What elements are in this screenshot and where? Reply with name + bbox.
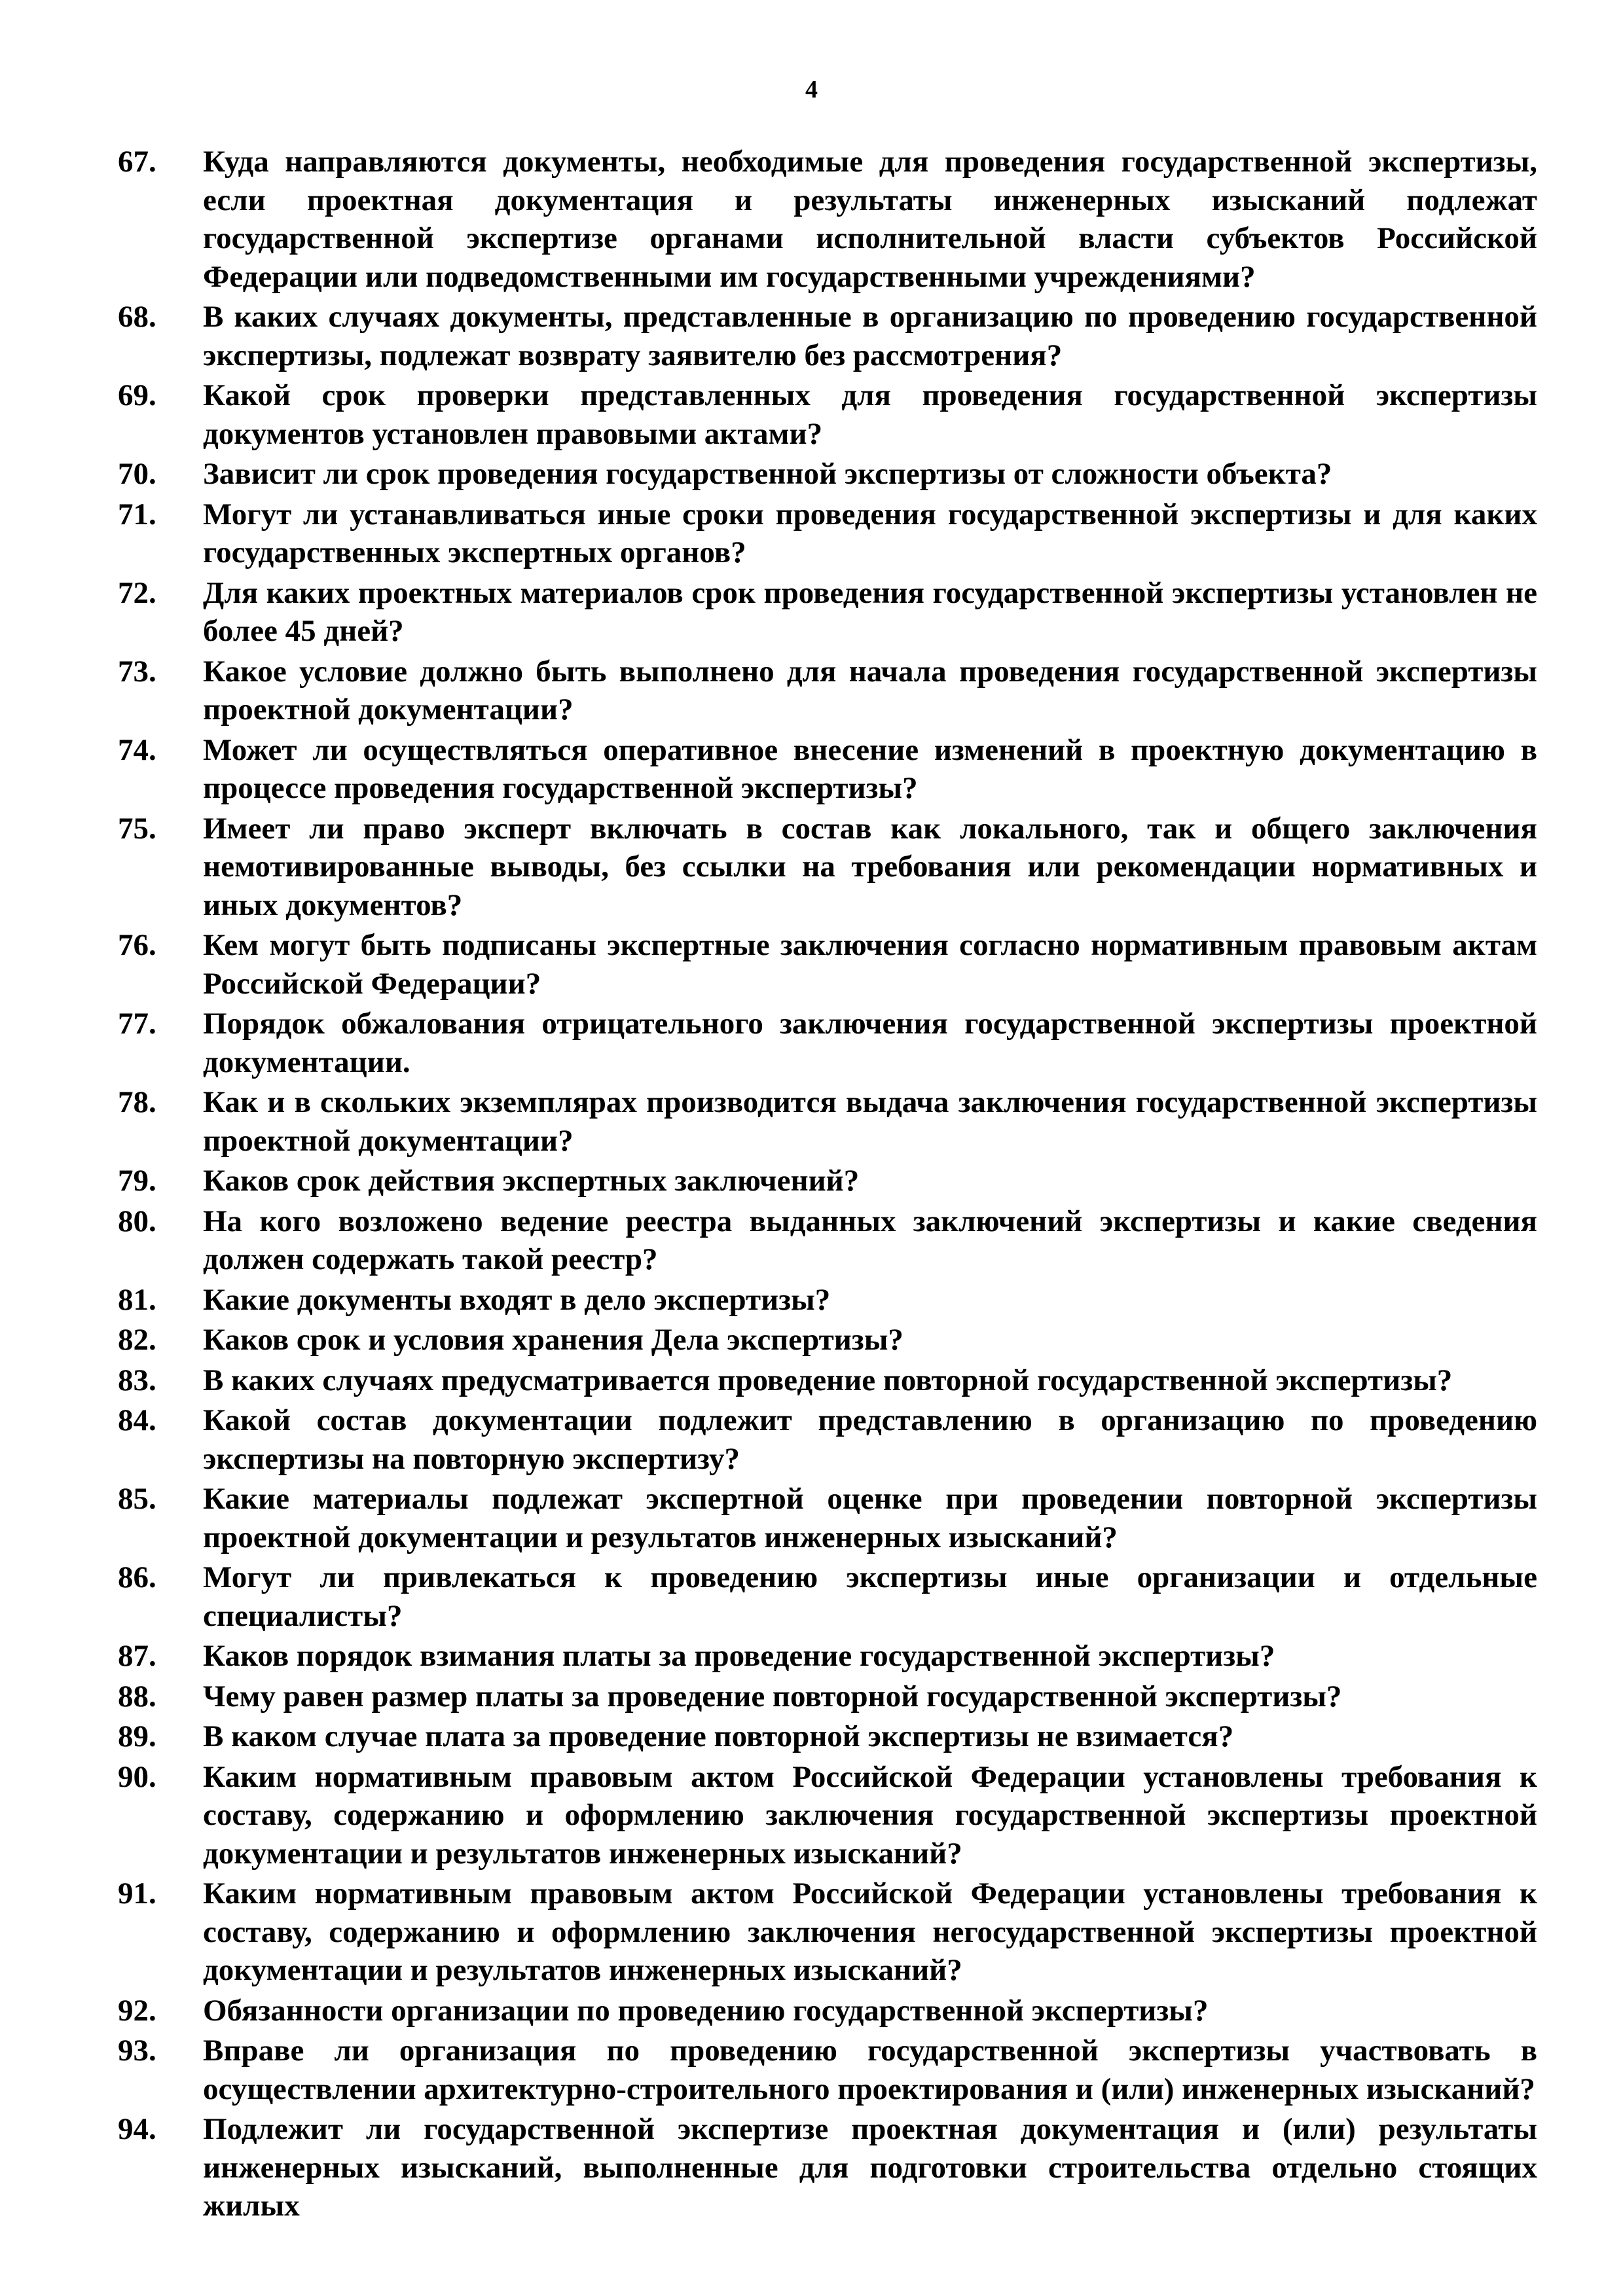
question-text: Какой срок проверки представленных для проведения государственной экспертизы документов установлен правовыми актами?	[203, 378, 1537, 451]
question-item	[0, 1005, 1623, 1081]
question-text: Может ли осуществляться оперативное внесение изменений в проектную документацию в процессе проведения государственной экспертизы?	[203, 732, 1537, 805]
question-item	[0, 1758, 1623, 1873]
question-item	[0, 1083, 1623, 1160]
question-item	[0, 143, 1623, 296]
question-text: Каким нормативным правовым актом Российской Федерации установлены требования к составу, содержанию и оформлению заключения негосударственной экспертизы проектной документации и результатов инженерных изысканий?	[203, 1876, 1537, 1987]
question-text: В каких случаях предусматривается проведение повторной государственной экспертизы?	[203, 1363, 1453, 1397]
question-number: 92.	[118, 1993, 156, 2028]
question-number: 69.	[118, 378, 156, 412]
question-number: 94.	[118, 2112, 156, 2146]
question-text: Каков срок и условия хранения Дела экспертизы?	[203, 1323, 903, 1357]
question-number: 76.	[118, 928, 156, 962]
question-item	[0, 1717, 1623, 1756]
question-text: Какие материалы подлежат экспертной оценке при проведении повторной экспертизы проектной документации и результатов инженерных изысканий?	[203, 1482, 1537, 1554]
question-text: Могут ли привлекаться к проведению экспертизы иные организации и отдельные специалисты?	[203, 1560, 1537, 1633]
question-number: 72.	[118, 575, 156, 610]
question-number: 73.	[118, 654, 156, 689]
question-number: 86.	[118, 1560, 156, 1594]
question-item	[0, 1321, 1623, 1359]
question-text: Каков порядок взимания платы за проведение государственной экспертизы?	[203, 1639, 1275, 1673]
question-item	[0, 1401, 1623, 1478]
question-number: 78.	[118, 1085, 156, 1119]
question-text: Вправе ли организация по проведению государственной экспертизы участвовать в осуществлении архитектурно-строительного проектирования и (или) инженерных изысканий?	[203, 2034, 1537, 2106]
question-item	[0, 2032, 1623, 2108]
question-text: Подлежит ли государственной экспертизе проектная документация и (или) результаты инженерных изысканий, выполненные для подготовки строительства отдельно стоящих жилых	[203, 2112, 1537, 2223]
question-item	[0, 1637, 1623, 1676]
question-item	[0, 298, 1623, 374]
question-number: 90.	[118, 1759, 156, 1794]
question-number: 77.	[118, 1007, 156, 1041]
question-text: Порядок обжалования отрицательного заключения государственной экспертизы проектной документации.	[203, 1007, 1537, 1079]
question-number: 89.	[118, 1719, 156, 1753]
question-text: Чему равен размер платы за проведение повторной государственной экспертизы?	[203, 1679, 1342, 1713]
question-item	[0, 1202, 1623, 1279]
question-number: 83.	[118, 1363, 156, 1397]
question-number: 71.	[118, 497, 156, 531]
question-item	[0, 1677, 1623, 1716]
question-text: Каким нормативным правовым актом Российской Федерации установлены требования к составу, содержанию и оформлению заключения государственной экспертизы проектной документации и результатов инженерных изысканий?	[203, 1759, 1537, 1871]
question-item	[0, 2110, 1623, 2225]
question-number: 75.	[118, 811, 156, 846]
question-text: Какое условие должно быть выполнено для начала проведения государственной экспертизы проектной документации?	[203, 654, 1537, 726]
question-text: На кого возложено ведение реестра выданных заключений экспертизы и какие сведения должен содержать такой реестр?	[203, 1204, 1537, 1276]
question-item	[0, 1480, 1623, 1556]
question-number: 80.	[118, 1204, 156, 1238]
question-text: Куда направляются документы, необходимые для проведения государственной экспертизы, если проектная документация и результаты инженерных изысканий подлежат государственной экспертизе органами исполнительной власти субъектов Российской Федерации или подведомственными им государственными учреждениями?	[203, 145, 1537, 294]
question-item	[0, 1558, 1623, 1635]
question-text: Имеет ли право эксперт включать в состав как локального, так и общего заключения немотивированные выводы, без ссылки на требования или рекомендации нормативных и иных документов?	[203, 811, 1537, 922]
question-number: 87.	[118, 1639, 156, 1673]
question-number: 70.	[118, 457, 156, 491]
question-number: 84.	[118, 1403, 156, 1437]
question-number: 67.	[118, 145, 156, 179]
question-number: 93.	[118, 2034, 156, 2068]
page-number: 4	[805, 76, 818, 103]
question-text: Обязанности организации по проведению государственной экспертизы?	[203, 1993, 1209, 2028]
question-item	[0, 926, 1623, 1003]
question-text: В каких случаях документы, представленные в организацию по проведению государственной экспертизы, подлежат возврату заявителю без рассмотрения?	[203, 300, 1537, 372]
question-text: Кем могут быть подписаны экспертные заключения согласно нормативным правовым актам Российской Федерации?	[203, 928, 1537, 1001]
question-item	[0, 1874, 1623, 1990]
question-item	[0, 653, 1623, 729]
question-text: Какие документы входят в дело экспертизы?	[203, 1282, 831, 1317]
question-number: 74.	[118, 732, 156, 767]
question-item	[0, 1281, 1623, 1319]
question-item	[0, 1162, 1623, 1200]
question-text: Каков срок действия экспертных заключений?	[203, 1164, 860, 1198]
question-item	[0, 810, 1623, 925]
question-text: Могут ли устанавливаться иные сроки проведения государственной экспертизы и для каких государственных экспертных органов?	[203, 497, 1537, 569]
question-item	[0, 495, 1623, 572]
question-item	[0, 455, 1623, 493]
question-list	[0, 143, 1623, 2227]
question-number: 91.	[118, 1876, 156, 1910]
question-number: 82.	[118, 1323, 156, 1357]
question-number: 85.	[118, 1482, 156, 1516]
question-number: 79.	[118, 1164, 156, 1198]
question-text: В каком случае плата за проведение повторной экспертизы не взимается?	[203, 1719, 1234, 1753]
question-text: Для каких проектных материалов срок проведения государственной экспертизы установлен не более 45 дней?	[203, 575, 1537, 648]
question-item	[0, 376, 1623, 453]
question-item	[0, 1361, 1623, 1400]
question-number: 88.	[118, 1679, 156, 1713]
question-item	[0, 574, 1623, 651]
question-item	[0, 1992, 1623, 2030]
question-number: 81.	[118, 1282, 156, 1317]
question-text: Какой состав документации подлежит представлению в организацию по проведению экспертизы на повторную экспертизу?	[203, 1403, 1537, 1476]
question-text: Зависит ли срок проведения государственной экспертизы от сложности объекта?	[203, 457, 1332, 491]
question-text: Как и в скольких экземплярах производится выдача заключения государственной экспертизы проектной документации?	[203, 1085, 1537, 1158]
question-number: 68.	[118, 300, 156, 334]
question-item	[0, 731, 1623, 808]
